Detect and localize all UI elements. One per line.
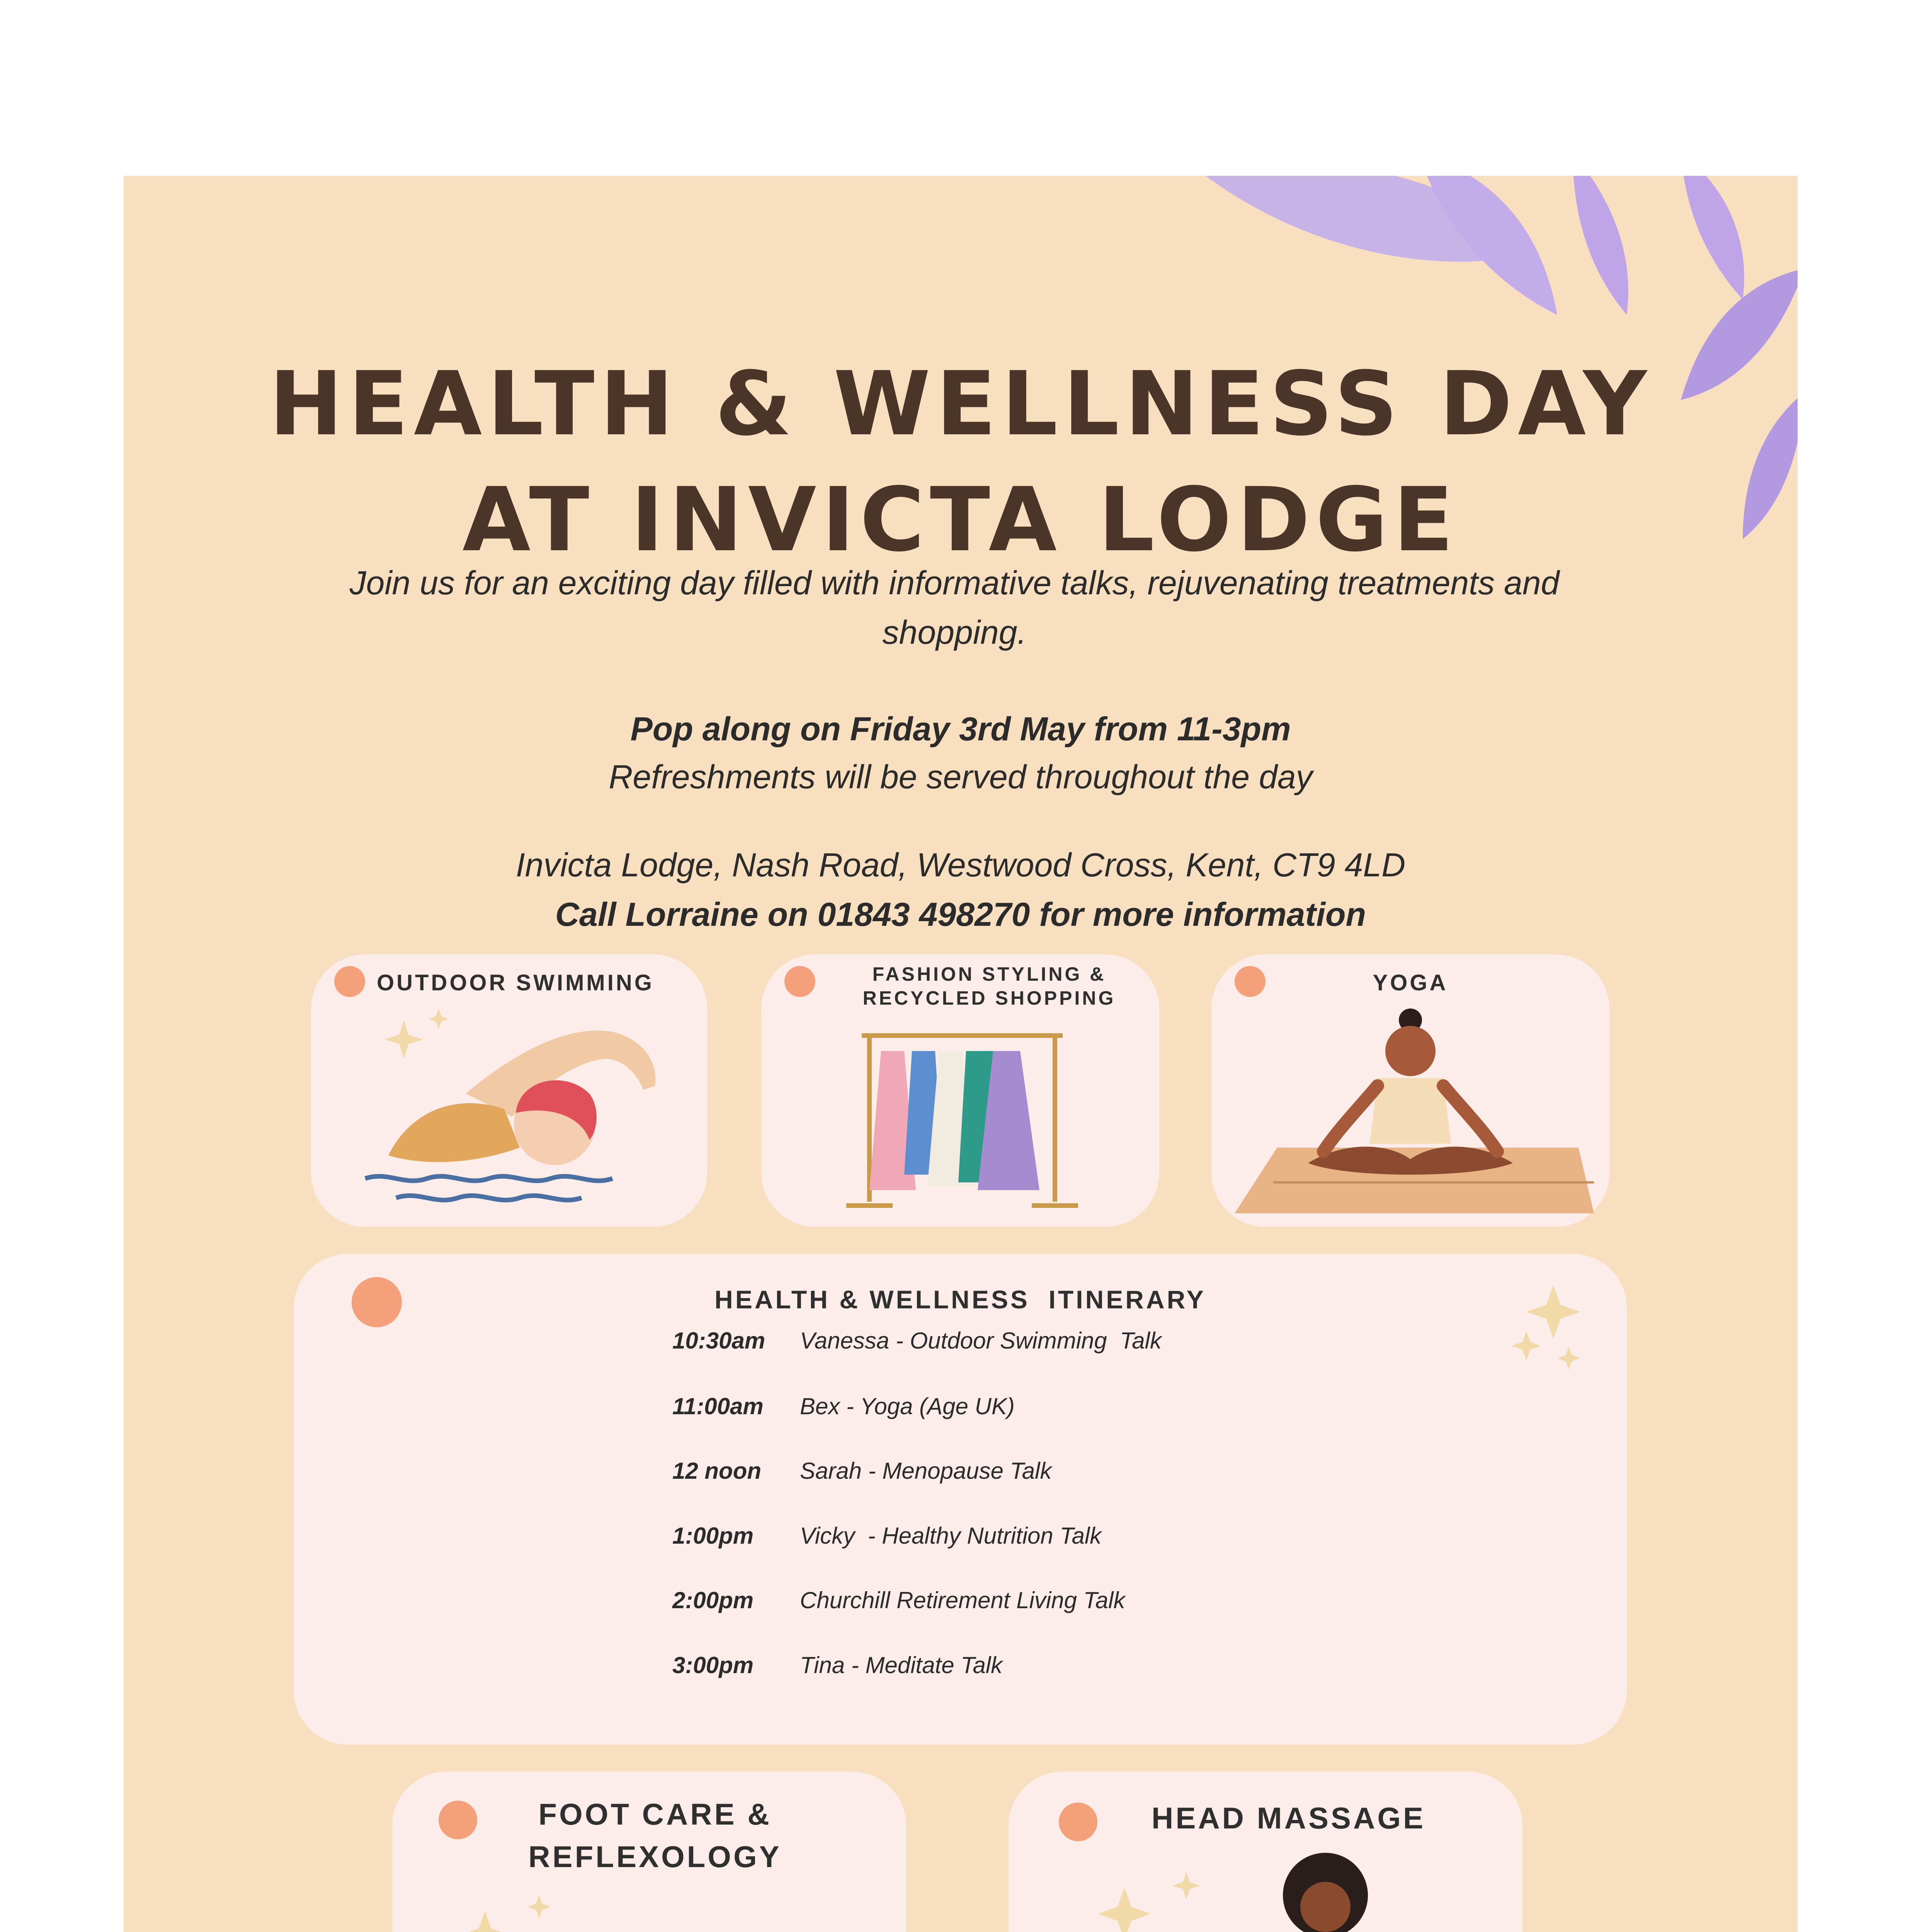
- activity-label: YOGA: [1373, 970, 1448, 995]
- treatment-label-line-1: FOOT CARE &: [538, 1797, 772, 1831]
- itinerary-item: [672, 1393, 1015, 1420]
- itinerary-card: [294, 1254, 1627, 1745]
- itinerary-description: Vanessa - Outdoor Swimming Talk: [800, 1328, 1162, 1354]
- itinerary-time: 10:30am: [672, 1328, 765, 1354]
- intro-text: Join us for an exciting day filled with informative talks, rejuvenating treatments and shopping.: [349, 565, 1560, 651]
- itinerary-description: Tina - Meditate Talk: [800, 1652, 1003, 1678]
- swimmer-icon: [350, 1009, 690, 1217]
- title-line-1: HEALTH & WELLNESS DAY: [269, 352, 1652, 455]
- bullet-dot: [1059, 1803, 1097, 1841]
- contact-info: Call Lorraine on 01843 498270 for more information: [555, 896, 1366, 933]
- treatment-card-head-massage: [1009, 1772, 1522, 1932]
- treatment-card-foot-care: [392, 1772, 906, 1932]
- clothes-rack-icon: [839, 1020, 1086, 1217]
- itinerary-heading: HEALTH & WELLNESS ITINERARY: [714, 1285, 1206, 1314]
- treatment-label-line-2: REFLEXOLOGY: [528, 1840, 782, 1874]
- itinerary-description: Sarah - Menopause Talk: [800, 1458, 1052, 1484]
- bullet-dot: [334, 966, 365, 997]
- title-line-2: AT INVICTA LODGE: [462, 468, 1459, 571]
- treatment-label: HEAD MASSAGE: [1152, 1801, 1426, 1835]
- itinerary-item: [672, 1522, 1101, 1549]
- head-massage-icon: [1078, 1849, 1465, 1932]
- event-details: [124, 705, 1798, 801]
- itinerary-time: 12 noon: [672, 1458, 762, 1484]
- foot-massage-icon: [446, 1888, 856, 1932]
- venue-address: Invicta Lodge, Nash Road, Westwood Cross, Kent, CT9 4LD: [515, 847, 1406, 884]
- itinerary-time: 1:00pm: [672, 1523, 754, 1549]
- activity-label-line-1: FASHION STYLING &: [872, 963, 1106, 985]
- itinerary-description: Vicky - Healthy Nutrition Talk: [800, 1523, 1102, 1549]
- event-date: Pop along on Friday 3rd May from 11-3pm: [630, 711, 1291, 748]
- activity-card-fashion: [761, 954, 1159, 1227]
- itinerary-time: 3:00pm: [672, 1652, 754, 1678]
- yoga-icon: [1211, 997, 1609, 1225]
- bullet-dot: [784, 966, 815, 997]
- activity-label: OUTDOOR SWIMMING: [377, 970, 654, 995]
- itinerary-item: [672, 1458, 1052, 1484]
- activity-label-line-2: RECYCLED SHOPPING: [862, 987, 1116, 1009]
- page-title: [124, 346, 1798, 578]
- activity-label: [819, 962, 1159, 1010]
- venue-details: [124, 840, 1798, 939]
- itinerary-item: [672, 1652, 1002, 1679]
- poster: [124, 176, 1798, 1932]
- bullet-dot: [439, 1801, 477, 1839]
- activity-card-swimming: [311, 954, 707, 1227]
- itinerary-time: 2:00pm: [672, 1587, 754, 1613]
- itinerary-description: Churchill Retirement Living Talk: [800, 1587, 1125, 1613]
- activity-card-yoga: [1211, 954, 1609, 1227]
- refreshments-note: Refreshments will be served throughout the day: [609, 759, 1313, 796]
- itinerary-time: 11:00am: [672, 1393, 764, 1419]
- itinerary-item: [672, 1587, 1125, 1614]
- treatment-label: [500, 1793, 810, 1878]
- itinerary-item: [672, 1327, 1162, 1354]
- itinerary-description: Bex - Yoga (Age UK): [800, 1393, 1015, 1419]
